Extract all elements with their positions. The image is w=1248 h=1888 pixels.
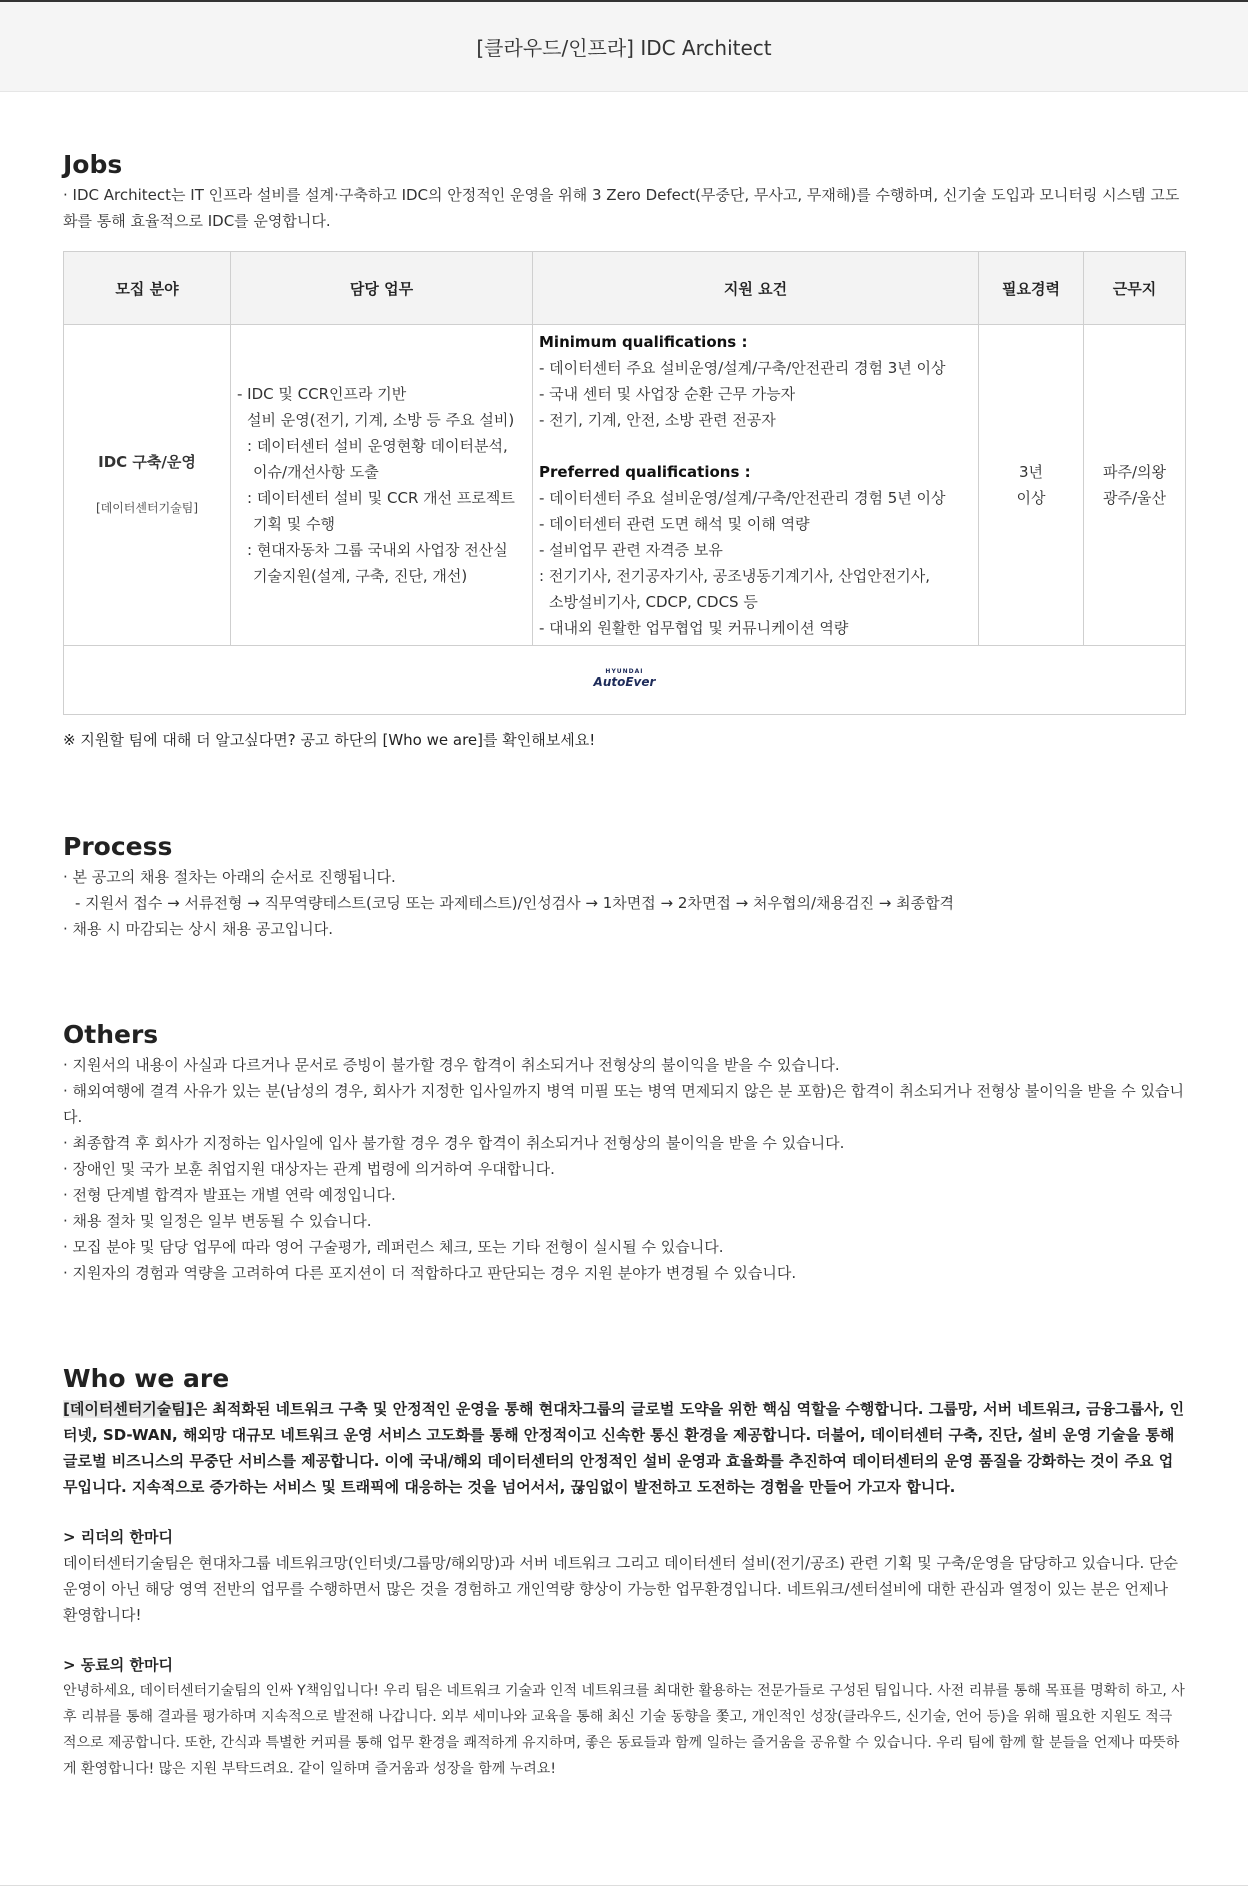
field-team: [데이터센터기술팀] (95, 501, 199, 515)
min-qual-item: - 국내 센터 및 사업장 순환 근무 가능자 (539, 385, 796, 403)
min-qual-item: - 전기, 기계, 안전, 소방 관련 전공자 (539, 411, 776, 429)
header-requirements: 지원 요건 (533, 252, 979, 325)
others-line: · 모집 분야 및 담당 업무에 따라 영어 구술평가, 레퍼런스 체크, 또는 기타 전형이 실시될 수 있습니다. (63, 1238, 724, 1256)
duty-line: 기획 및 수행 (253, 515, 335, 533)
process-line: · 본 공고의 채용 절차는 아래의 순서로 진행됩니다. (63, 868, 396, 886)
others-line: · 지원서의 내용이 사실과 다르거나 문서로 증빙이 불가할 경우 합격이 취소되거나 전형상의 불이익을 받을 수 있습니다. (63, 1056, 840, 1074)
logo-row (64, 646, 1186, 715)
main-content (0, 92, 1248, 1782)
pref-qual-title: Preferred qualifications : (539, 463, 751, 481)
experience-cell (979, 325, 1084, 646)
logo-bottom-text: AutoEver (593, 674, 656, 689)
jobs-intro: · IDC Architect는 IT 인프라 설비를 설계·구축하고 IDC의 안정적인 운영을 위해 3 Zero Defect(무중단, 무사고, 무재해)를 수행하며, 신기술 도입과 모니터링 시스템 고도화를 통해 효율적으로 IDC를 운영합니다. (63, 186, 1180, 230)
who-intro (63, 1396, 1185, 1500)
jobs-heading: Jobs (63, 150, 123, 179)
requirements-cell (533, 325, 979, 646)
header-location: 근무지 (1084, 252, 1186, 325)
min-qual-item: - 데이터센터 주요 설비운영/설계/구축/안전관리 경험 3년 이상 (539, 359, 946, 377)
field-cell (64, 325, 231, 646)
field-name: IDC 구축/운영 (98, 453, 196, 471)
bottom-divider (0, 1885, 1248, 1886)
process-steps: - 지원서 접수 → 서류전형 → 직무역량테스트(코딩 또는 과제테스트)/인성검사 → 1차면접 → 2차면접 → 처우협의/채용검진 → 최종합격 (75, 894, 955, 912)
header-experience: 필요경력 (979, 252, 1084, 325)
jobs-table-header-row (64, 252, 1186, 325)
duty-line: - IDC 및 CCR인프라 기반 (237, 385, 407, 403)
pref-qual-item: - 설비업무 관련 자격증 보유 (539, 541, 723, 559)
pref-qual-item: 소방설비기사, CDCP, CDCS 등 (549, 593, 758, 611)
team-tag: [데이터센터기술팀] (63, 1400, 193, 1418)
duty-line: 이슈/개선사항 도출 (253, 463, 379, 481)
duties-cell (231, 325, 533, 646)
who-we-are-section (63, 1362, 1185, 1782)
pref-qual-item: - 대내외 원활한 업무협업 및 커뮤니케이션 역량 (539, 619, 849, 637)
others-section (63, 1018, 1185, 1286)
peer-title: > 동료의 한마디 (63, 1656, 173, 1674)
table-row (64, 325, 1186, 646)
jobs-table (63, 251, 1186, 715)
others-line: · 최종합격 후 회사가 지정하는 입사일에 입사 불가할 경우 경우 합격이 취소되거나 전형상의 불이익을 받을 수 있습니다. (63, 1134, 845, 1152)
pref-qual-item: - 데이터센터 관련 도면 해석 및 이해 역량 (539, 515, 810, 533)
others-line: · 채용 절차 및 일정은 일부 변동될 수 있습니다. (63, 1212, 372, 1230)
page-header (0, 0, 1248, 92)
hyundai-autoever-logo (594, 667, 656, 687)
peer-text: 안녕하세요, 데이터센터기술팀의 인싸 Y책임입니다! 우리 팀은 네트워크 기술과 인적 네트워크를 최대한 활용하는 전문가들로 구성된 팀입니다. 사전 리뷰를 통해 목표를 명확히 하고, 사후 리뷰를 통해 결과를 평가하며 지속적으로 발전해 나갑니다. 외부 세미나와 교육을 통해 최신 기술 동향을 쫓고, 개인적인 성장(클라우드, 신기술, 언어 등)을 위해 필요한 지원도 적극적으로 제공합니다. 또한, 간식과 특별한 커피를 통해 업무 환경을 쾌적하게 유지하며, 좋은 동료들과 함께 일하는 즐거움을 공유할 수 있습니다. 우리 팀에 함께 할 분들을 언제나 따뜻하게 환영합니다! 많은 지원 부탁드려요. 같이 일하며 즐거움과 성장을 함께 누려요! (63, 1683, 1185, 1777)
logo-cell (64, 646, 1186, 715)
location-cell (1084, 325, 1186, 646)
process-section (63, 830, 1185, 942)
leader-text: 데이터센터기술팀은 현대차그룹 네트워크망(인터넷/그룹망/해외망)과 서버 네트워크 그리고 데이터센터 설비(전기/공조) 관련 기획 및 구축/운영을 담당하고 있습니다. 단순 운영이 아닌 해당 영역 전반의 업무를 수행하면서 많은 것을 경험하고 개인역량 향상이 가능한 업무환경입니다. 네트워크/센터설비에 대한 관심과 열정이 있는 분은 언제나 환영합니다! (63, 1554, 1178, 1624)
who-intro-text: 은 최적화된 네트워크 구축 및 안정적인 운영을 통해 현대차그룹의 글로벌 도약을 위한 핵심 역할을 수행합니다. 그룹망, 서버 네트워크, 금융그룹사, 인터넷, SD-WAN, 해외망 대규모 네트워크 운영 서비스 고도화를 통해 안정적이고 신속한 통신 환경을 제공합니다. 더불어, 데이터센터 구축, 진단, 설비 운영 기술을 통해 글로벌 비즈니스의 무중단 서비스를 제공합니다. 이에 국내/해외 데이터센터의 안정적인 설비 운영과 효율화를 추진하여 데이터센터의 운영 품질을 강화하는 것이 주요 업무입니다. 지속적으로 증가하는 서비스 및 트래픽에 대응하는 것을 넘어서서, 끊임없이 발전하고 도전하는 경험을 만들어 가고자 합니다. (63, 1400, 1185, 1496)
others-line: · 장애인 및 국가 보훈 취업지원 대상자는 관계 법령에 의거하여 우대합니다. (63, 1160, 555, 1178)
location-value: 광주/울산 (1102, 489, 1166, 507)
header-field: 모집 분야 (64, 252, 231, 325)
min-qual-title: Minimum qualifications : (539, 333, 748, 351)
experience-value: 이상 (1016, 489, 1046, 507)
experience-value: 3년 (1018, 463, 1044, 481)
others-heading: Others (63, 1020, 159, 1049)
jobs-section (63, 148, 1185, 750)
pref-qual-item: - 데이터센터 주요 설비운영/설계/구축/안전관리 경험 5년 이상 (539, 489, 946, 507)
others-line: · 전형 단계별 합격자 발표는 개별 연락 예정입니다. (63, 1186, 396, 1204)
duty-line: 기술지원(설계, 구축, 진단, 개선) (253, 567, 468, 585)
others-line: · 해외여행에 결격 사유가 있는 분(남성의 경우, 회사가 지정한 입사일까지 병역 미필 또는 병역 면제되지 않은 분 포함)은 합격이 취소되거나 전형상 불이익을 받을 수 있습니다. (63, 1082, 1185, 1126)
pref-qual-item: : 전기기사, 전기공자기사, 공조냉동기계기사, 산업안전기사, (539, 567, 930, 585)
leader-title: > 리더의 한마디 (63, 1528, 173, 1546)
duty-line: : 데이터센터 설비 및 CCR 개선 프로젝트 (247, 489, 515, 507)
process-line: · 채용 시 마감되는 상시 채용 공고입니다. (63, 920, 333, 938)
others-line: · 지원자의 경험과 역량을 고려하여 다른 포지션이 더 적합하다고 판단되는 경우 지원 분야가 변경될 수 있습니다. (63, 1264, 797, 1282)
header-duties: 담당 업무 (231, 252, 533, 325)
logo-top-text: HYUNDAI (605, 667, 644, 675)
duty-line: : 현대자동차 그룹 국내외 사업장 전산실 (247, 541, 508, 559)
process-heading: Process (63, 832, 173, 861)
duty-line: : 데이터센터 설비 운영현황 데이터분석, (247, 437, 508, 455)
duty-line: 설비 운영(전기, 기계, 소방 등 주요 설비) (247, 411, 515, 429)
page-title: [클라우드/인프라] IDC Architect (476, 36, 772, 60)
location-value: 파주/의왕 (1102, 463, 1166, 481)
who-we-are-note: ※ 지원할 팀에 대해 더 알고싶다면? 공고 하단의 [Who we are]를 확인해보세요! (63, 731, 596, 749)
who-heading: Who we are (63, 1364, 230, 1393)
